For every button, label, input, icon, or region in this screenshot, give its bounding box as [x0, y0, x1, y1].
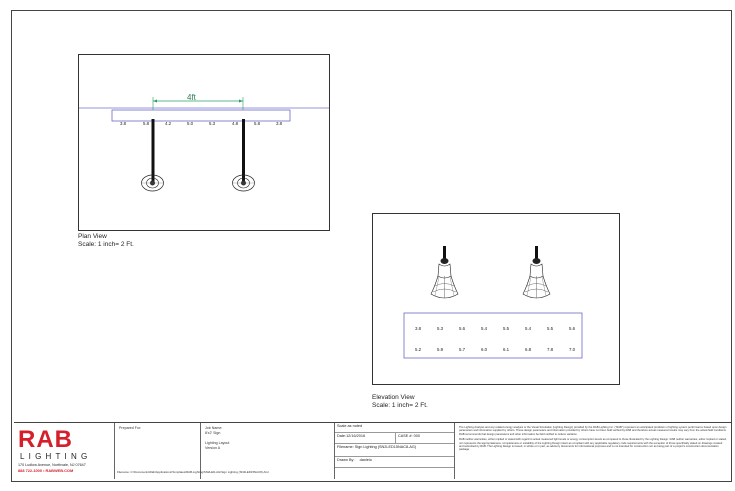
elev-calc-point: 5.6 — [569, 326, 576, 331]
elev-calc-point: 3.8 — [415, 326, 422, 331]
plan-calc-point: 3.8 — [120, 121, 127, 126]
prepared-for-label: Prepared For: — [119, 426, 142, 430]
elev-calc-point: 5.4 — [481, 326, 488, 331]
elev-calc-point: 6.1 — [503, 347, 510, 352]
elev-calc-point: 5.6 — [459, 326, 466, 331]
plan-view-title: Plan View — [78, 233, 107, 240]
disclaimer-text-2: RAB neither warranties, either implied or stated with regard to actual measured light levels or energy consumption levels as compared to those illustrated by the Lighting Design. RAB neither warranties, either implied or stated, nor represents the appropriateness, completeness or suitability of the Lighting Design intent as compliant with any applicable regulatory code requirements with the exception of those specifically stated on drawings created and submitted by RAB. The Lighting Design is issued, in whole or in part, as advisory documents for informational purposes and is not intended for construction nor as being part of a project's construction documentation package. — [459, 438, 727, 452]
company-phone: 888 722-1000 • RABWEB.COM — [18, 468, 74, 473]
elev-calc-point: 6.0 — [481, 347, 488, 352]
elevation-view-drawing — [373, 214, 619, 384]
elevation-view-title: Elevation View — [372, 394, 415, 401]
layout-label: Lighting Layout — [205, 441, 230, 445]
company-address: 170 Ludlow Avenue, Northvale, NJ 07647 — [18, 463, 86, 467]
plan-view-caption — [78, 233, 134, 249]
version-label: Version A — [205, 446, 221, 450]
drawn-by-value: danielo — [359, 458, 372, 462]
elev-calc-point: 5.5 — [503, 326, 510, 331]
plan-view-viewport[interactable] — [78, 54, 330, 231]
plan-view-scale: Scale: 1 inch= 2 Ft. — [78, 241, 134, 248]
plan-calc-point: 5.3 — [209, 121, 216, 126]
elev-calc-point: 5.3 — [437, 326, 444, 331]
elevation-view-viewport[interactable] — [372, 213, 620, 385]
title-block — [14, 422, 731, 479]
case-field: CASE #: 000 — [395, 433, 455, 444]
fixture-elevation-1 — [431, 246, 458, 298]
plan-calc-point: 5.0 — [187, 121, 194, 126]
elevation-view-caption — [372, 394, 428, 410]
elevation-view-scale: Scale: 1 inch= 2 Ft. — [372, 402, 428, 409]
elev-calc-point: 7.8 — [547, 347, 554, 352]
drawn-by-label: Drawn By: — [337, 458, 355, 462]
lighting-logo-text: LIGHTING — [20, 452, 92, 461]
logo-cell — [14, 423, 114, 479]
drawing-sheet — [11, 10, 732, 482]
disclaimer-text-1: The Lighting Analysis and any related energy analysis or the Visual Simulation (Lighting Design) provided by the RAB Lighting Inc. ("RAB") represent an anticipated prediction of lighting system performance based upon design parameters and information supplied by others. These design parameters and information provided by others have not been field verified by RAB and therefore actual measured results may vary from the actual field conditions. RAB recommends that design parameters and other information be field verified to reduce variation. — [459, 426, 727, 436]
plan-view-drawing — [79, 55, 329, 230]
job-name-label: Job Name: — [205, 426, 223, 430]
elev-calc-point: 5.4 — [525, 326, 532, 331]
plan-calc-point: 3.8 — [276, 121, 283, 126]
plan-dimension-label: 4ft — [187, 93, 196, 102]
file-path: Filename: C:\Documents\Rab\Applications\Templates\RAB-Lighting\SN2LED-AG\Sign Lighting (SN2LED15NAC8).AGI — [117, 470, 269, 474]
fixture-elevation-2 — [523, 246, 550, 298]
elev-calc-point: 6.8 — [525, 347, 532, 352]
job-name: 8'x2' Sign — [205, 431, 221, 435]
elev-calc-point: 5.5 — [547, 326, 554, 331]
plan-calc-point: 4.2 — [165, 121, 172, 126]
drawn-by-field — [335, 457, 455, 468]
elev-calc-point: 7.0 — [569, 347, 576, 352]
elev-calc-point: 5.2 — [415, 347, 422, 352]
plan-calc-point: 5.8 — [254, 121, 261, 126]
filename-field: Filename: Sign Lighting (SN2LED15NAC8-AG) — [335, 444, 455, 457]
plan-calc-point: 4.8 — [232, 121, 239, 126]
elev-calc-point: 5.7 — [459, 347, 466, 352]
scale-field: Scale as noted — [335, 423, 455, 433]
disclaimer-cell — [454, 423, 731, 479]
plan-calc-point: 5.8 — [143, 121, 150, 126]
date-field: Date:12/16/2016 — [335, 433, 395, 444]
elev-calc-point: 5.9 — [437, 347, 444, 352]
rab-logo: RAB — [18, 426, 73, 453]
